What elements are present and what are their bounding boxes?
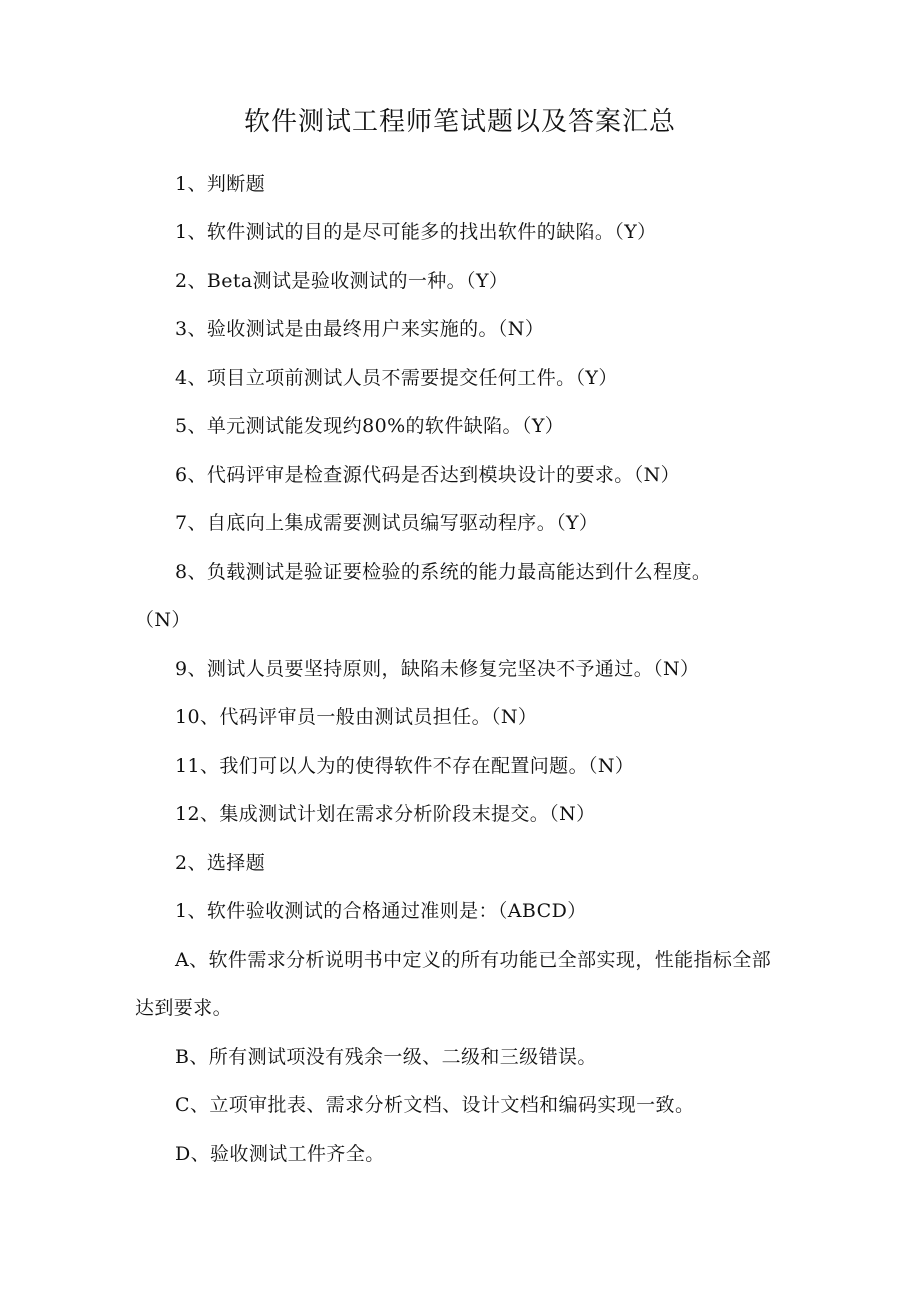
section-heading-judgement: 1、判断题 (175, 173, 266, 195)
choice-question-1: 1、软件验收测试的合格通过准则是：（ABCD） (175, 900, 587, 922)
judgement-item-3: 3、验收测试是由最终用户来实施的。（N） (175, 318, 545, 340)
choice-option-c: C、立项审批表、需求分析文档、设计文档和编码实现一致。 (175, 1094, 695, 1116)
choice-option-a-continued: 达到要求。 (135, 997, 233, 1019)
judgement-item-8-answer: （N） (135, 609, 191, 631)
judgement-item-8: 8、负载测试是验证要检验的系统的能力最高能达到什么程度。 (175, 561, 712, 583)
judgement-item-10: 10、代码评审员一般由测试员担任。（N） (175, 706, 538, 728)
judgement-item-4: 4、项目立项前测试人员不需要提交任何工件。（Y） (175, 367, 618, 389)
judgement-item-9: 9、测试人员要坚持原则，缺陷未修复完坚决不予通过。（N） (175, 658, 700, 680)
judgement-item-12: 12、集成测试计划在需求分析阶段末提交。（N） (175, 803, 596, 825)
choice-option-a: A、软件需求分析说明书中定义的所有功能已全部实现，性能指标全部 (175, 949, 772, 971)
judgement-item-5: 5、单元测试能发现约80%的软件缺陷。（Y） (175, 415, 565, 437)
judgement-item-1: 1、软件测试的目的是尽可能多的找出软件的缺陷。（Y） (175, 221, 657, 243)
judgement-item-6: 6、代码评审是检查源代码是否达到模块设计的要求。（N） (175, 464, 681, 486)
judgement-item-7: 7、自底向上集成需要测试员编写驱动程序。（Y） (175, 512, 599, 534)
choice-option-b: B、所有测试项没有残余一级、二级和三级错误。 (175, 1046, 597, 1068)
judgement-item-2: 2、Beta测试是验收测试的一种。（Y） (175, 270, 509, 292)
document-title: 软件测试工程师笔试题以及答案汇总 (243, 107, 676, 137)
section-heading-choice: 2、选择题 (175, 852, 266, 874)
judgement-item-11: 11、我们可以人为的使得软件不存在配置问题。（N） (175, 755, 635, 777)
choice-option-d: D、验收测试工件齐全。 (175, 1143, 385, 1165)
